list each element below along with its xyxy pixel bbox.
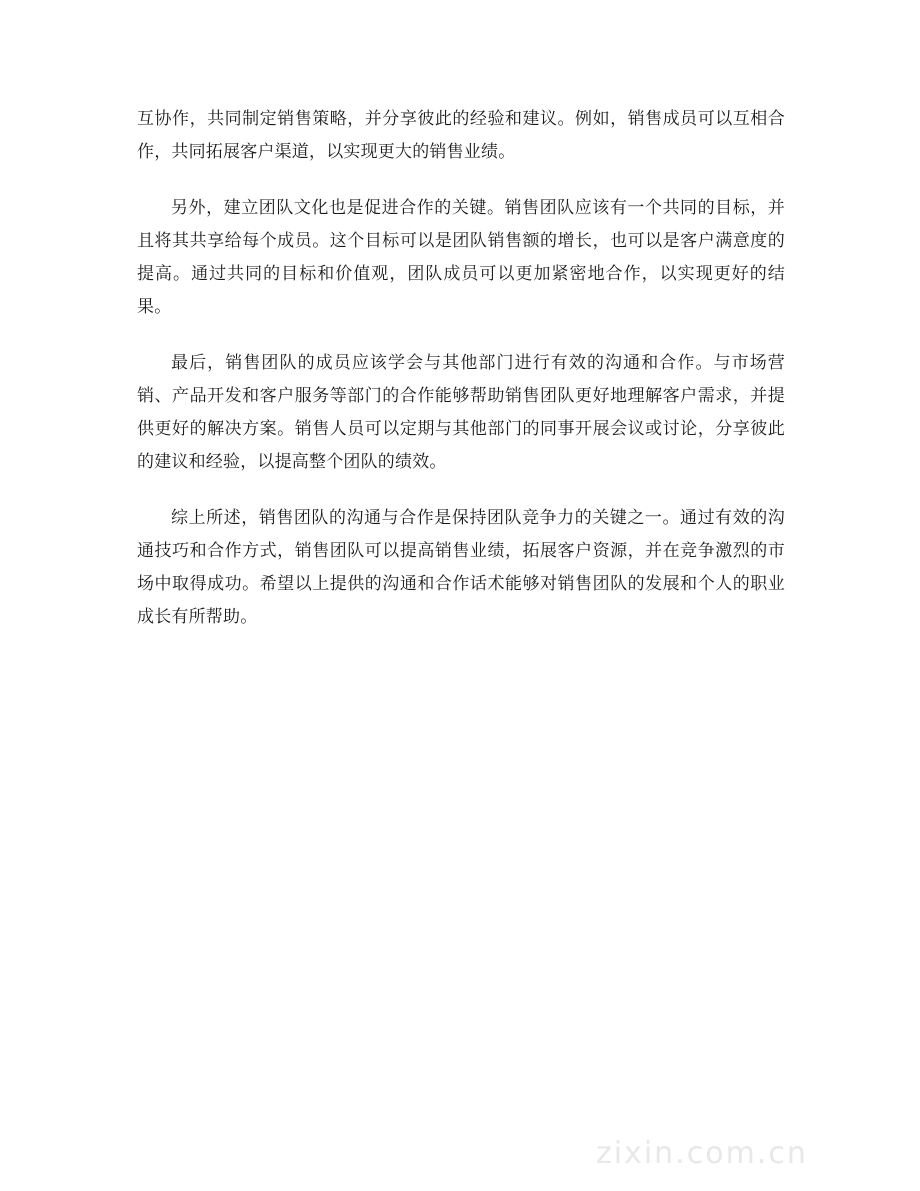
paragraph-4: 综上所述，销售团队的沟通与合作是保持团队竞争力的关键之一。通过有效的沟通技巧和合作方式，销售团队可以提高销售业绩，拓展客户资源，并在竞争激烈的市场中取得成功。希望以上提供的沟通和合作话术能够对销售团队的发展和个人的职业成长有所帮助。 [137,508,785,627]
document-body [137,103,785,657]
paragraph-1: 互协作，共同制定销售策略，并分享彼此的经验和建议。例如，销售成员可以互相合作，共同拓展客户渠道，以实现更大的销售业绩。 [137,109,785,162]
paragraph-3: 最后，销售团队的成员应该学会与其他部门进行有效的沟通和合作。与市场营销、产品开发和客户服务等部门的合作能够帮助销售团队更好地理解客户需求，并提供更好的解决方案。销售人员可以定期与其他部门的同事开展会议或讨论，分享彼此的建议和经验，以提高整个团队的绩效。 [137,353,785,472]
paragraph-2: 另外，建立团队文化也是促进合作的关键。销售团队应该有一个共同的目标，并且将其共享给每个成员。这个目标可以是团队销售额的增长，也可以是客户满意度的提高。通过共同的目标和价值观，团队成员可以更加紧密地合作，以实现更好的结果。 [137,198,785,317]
watermark: zixin.com.cn [596,1136,808,1171]
